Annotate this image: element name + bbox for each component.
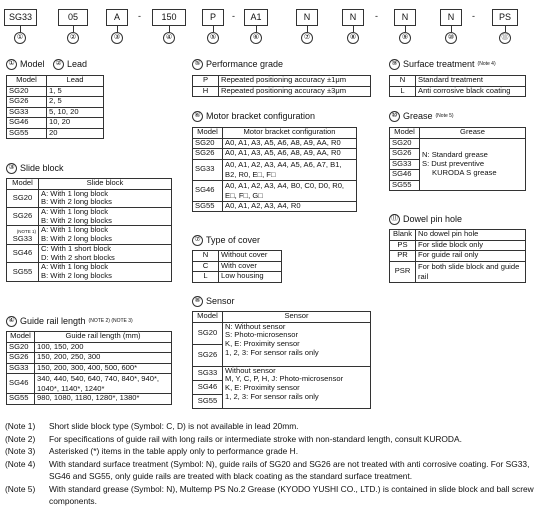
- code-segment-model: SG33: [4, 9, 37, 26]
- table-row: SG55: [193, 394, 371, 408]
- cover-table: [192, 250, 282, 283]
- code-segment-dowel: PS: [492, 9, 518, 26]
- sensor-table: [192, 311, 371, 409]
- code-separator: -: [375, 11, 378, 21]
- code-separator: -: [232, 11, 235, 21]
- circle-number: ③: [111, 32, 123, 44]
- circle-number: ①: [14, 32, 26, 44]
- circle-number: ⑩: [445, 32, 457, 44]
- motor-bracket-model-header: Model: [193, 128, 223, 139]
- table-row: PSR For both slide block and guide rail: [390, 261, 526, 282]
- slide-block-model-header: Model: [7, 179, 39, 190]
- table-row: SG33 Without sensor M, Y, C, P, H, J: Photo-microsensor K, E: Proximity sensor 1, 2, 3: For sensor rails only: [193, 366, 371, 380]
- sensor-model-header: Model: [193, 312, 223, 323]
- notes-section: [5, 420, 543, 508]
- note-item: (Note 5) With standard grease (Symbol: N), Multemp PS No.2 Grease (KYODO YUSHI CO., LTD.) is contained in slide block and ball screw components.: [5, 483, 534, 506]
- table-row: Blank No dowel pin hole: [390, 230, 526, 241]
- table-row: PR For guide rail only: [390, 251, 526, 262]
- surface-section-title: ⑨ Surface treatment (Note 4): [389, 59, 496, 70]
- lead-header: Lead: [47, 76, 104, 87]
- code-segment-grease: N: [440, 9, 462, 26]
- performance-table: [192, 75, 371, 97]
- table-row: SG26 150, 200, 250, 300: [7, 353, 172, 364]
- model-lead-table: [6, 75, 104, 139]
- circle-number: ⑤: [207, 32, 219, 44]
- circle-number: ⑧: [347, 32, 359, 44]
- table-row: SG20 A0, A1, A3, A5, A6, A8, A9, AA, R0: [193, 138, 357, 149]
- slide-block-header: Slide block: [39, 179, 172, 190]
- model-section-title: ① Model: [6, 59, 45, 70]
- circle-number: ⑥: [250, 32, 262, 44]
- dowel-table: [389, 229, 526, 283]
- table-row: SG55: [390, 180, 526, 191]
- circle-number: ⑦: [301, 32, 313, 44]
- guide-rail-length-header: Guide rail length (mm): [35, 332, 172, 343]
- table-row: SG26 A0, A1, A3, A5, A6, A8, A9, AA, R0: [193, 149, 357, 160]
- cover-section-title: ⑦ Type of cover: [192, 235, 260, 246]
- note-item: (Note 3) Asterisked (*) items in the table apply only to performance grade H.: [5, 446, 299, 456]
- grease-table: [389, 127, 526, 191]
- sensor-section-title: ⑧ Sensor: [192, 296, 235, 307]
- note-item: (Note 2) For specifications of guide rail with long rails or intermediate stroke with non-standard length, consult KURODA.: [5, 433, 462, 444]
- code-segment-performance: P: [202, 9, 224, 26]
- table-row: SG26 A: With 1 long block B: With 2 long blocks: [7, 207, 172, 225]
- code-separator: -: [138, 11, 141, 21]
- table-row: N Without cover: [193, 251, 282, 262]
- table-row: SG46: [193, 380, 371, 394]
- code-segment-rail-length: 150: [152, 9, 186, 26]
- guide-rail-section-title: ④ Guide rail length (NOTE 2) (NOTE 3): [6, 316, 133, 327]
- table-row: SG26: [390, 149, 526, 160]
- grease-section-title: ⑩ Grease (Note 5): [389, 111, 454, 122]
- table-row: SG26: [193, 344, 371, 366]
- table-row: SG55 980, 1080, 1180, 1280*, 1380*: [7, 394, 172, 405]
- circle-number: ④: [163, 32, 175, 44]
- code-segment-sensor: N: [342, 9, 364, 26]
- table-row: SG33 5, 10, 20: [7, 107, 104, 118]
- circle-number: ②: [67, 32, 79, 44]
- table-row: SG33 150, 200, 300, 400, 500, 600*: [7, 363, 172, 374]
- table-row: PS For slide block only: [390, 240, 526, 251]
- surface-table: [389, 75, 526, 97]
- table-row: N Standard treatment: [390, 76, 526, 87]
- table-row: SG33: [390, 159, 526, 170]
- circle-number: ⑨: [399, 32, 411, 44]
- code-separator: -: [472, 11, 475, 21]
- table-row: SG46 340, 440, 540, 640, 740, 840*, 940*, 1040*, 1140*, 1240*: [7, 374, 172, 394]
- sensor-header: Sensor: [223, 312, 371, 323]
- table-row: SG46 10, 20: [7, 118, 104, 129]
- guide-rail-model-header: Model: [7, 332, 35, 343]
- table-row: SG20 A: With 1 long block B: With 2 long blocks: [7, 189, 172, 207]
- dowel-section-title: ⑪ Dowel pin hole: [391, 214, 463, 225]
- table-row: (NOTE 1) SG33 A: With 1 long block B: With 2 long blocks: [7, 226, 172, 244]
- model-code-strip: [0, 0, 546, 48]
- grease-header: Grease: [420, 128, 526, 139]
- circle-number: ⑪: [499, 32, 511, 44]
- note-item: (Note 1) Short slide block type (Symbol: C, D) is not available in lead 20mm.: [5, 421, 299, 431]
- table-row: SG20 N: Standard grease S: Dust preventive KURODA S grease: [390, 138, 526, 149]
- code-segment-lead: 05: [58, 9, 88, 26]
- table-row: SG55 20: [7, 128, 104, 139]
- note-ref: (NOTE 1): [16, 229, 36, 235]
- table-row: L Low housing: [193, 272, 282, 283]
- guide-rail-table: [6, 331, 172, 405]
- table-row: L Anti corrosive black coating: [390, 86, 526, 97]
- table-row: SG46: [390, 170, 526, 181]
- table-row: SG55 A0, A1, A2, A3, A4, R0: [193, 201, 357, 212]
- slide-block-table: [6, 178, 172, 282]
- table-row: C With cover: [193, 261, 282, 272]
- note-item: (Note 4) With standard surface treatment (Symbol: N), guide rails of SG20 and SG26 are not treated with anti corrosive coating. For SG33, SG46 and SG55, only guide rails are treated with black coating as the standard surface treatment.: [5, 458, 530, 481]
- motor-bracket-header: Motor bracket configuration: [223, 128, 357, 139]
- table-row: SG20 100, 150, 200: [7, 342, 172, 353]
- motor-bracket-table: [192, 127, 357, 212]
- lead-section-title: ② Lead: [53, 59, 87, 70]
- code-segment-surface: N: [394, 9, 416, 26]
- grease-model-header: Model: [390, 128, 420, 139]
- table-row: SG46 A0, A1, A2, A3, A4, B0, C0, D0, R0, E□, F□, G□: [193, 180, 357, 201]
- table-row: SG55 A: With 1 long block B: With 2 long blocks: [7, 263, 172, 281]
- table-row: SG33 A0, A1, A2, A3, A4, A5, A6, A7, B1, B2, R0, E□, F□: [193, 159, 357, 180]
- performance-section-title: ⑤ Performance grade: [192, 59, 283, 70]
- code-segment-cover: N: [296, 9, 318, 26]
- table-row: H Repeated positioning accuracy ±3μm: [193, 86, 371, 97]
- table-row: P Repeated positioning accuracy ±1μm: [193, 76, 371, 87]
- table-row: SG20 1, 5: [7, 86, 104, 97]
- table-row: SG20 N: Without sensor S: Photo-microsensor K, E: Proximity sensor 1, 2, 3: For sensor rails only: [193, 322, 371, 344]
- slide-block-section-title: ③ Slide block: [6, 163, 64, 174]
- table-row: SG26 2, 5: [7, 97, 104, 108]
- table-row: SG46 C: With 1 short block D: With 2 short blocks: [7, 244, 172, 262]
- model-header: Model: [7, 76, 47, 87]
- motor-bracket-section-title: ⑥ Motor bracket configuration: [192, 111, 315, 122]
- code-segment-motor-bracket: A1: [244, 9, 268, 26]
- code-segment-slide-block: A: [106, 9, 128, 26]
